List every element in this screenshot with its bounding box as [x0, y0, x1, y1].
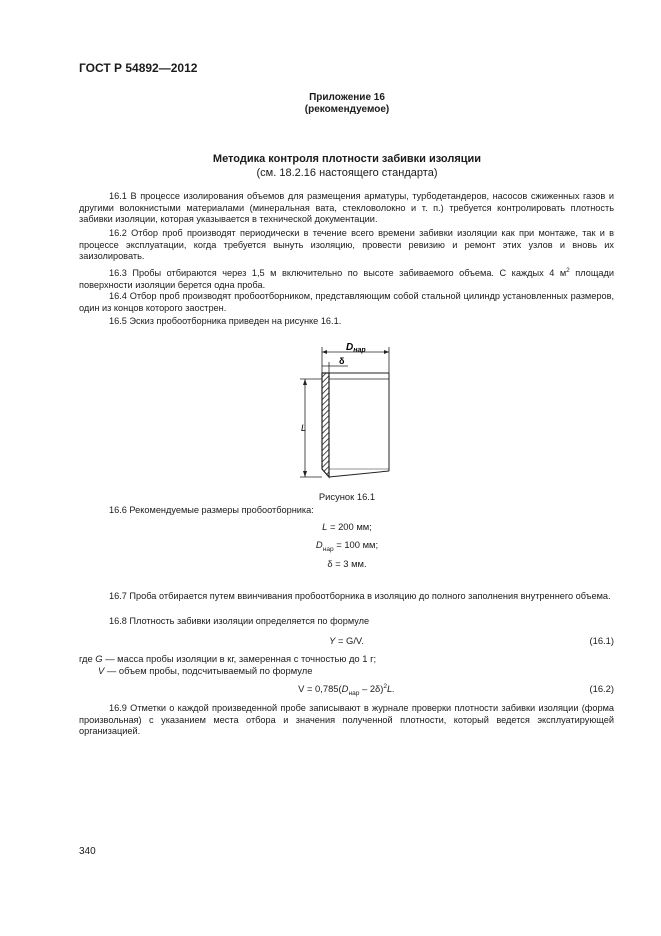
d-label: $D_{нар}$ [346, 342, 366, 354]
formula-16-2-number: (16.2) [589, 683, 614, 694]
paragraph-16-8: 16.8 Плотность забивки изоляции определяется по формуле [109, 616, 370, 626]
d-arrow-left [322, 350, 327, 354]
dimension-d: $D_{нар} = 100$ мм; [315, 539, 379, 553]
formula-16-1-number: (16.1) [589, 635, 614, 646]
section-title-text: Методика контроля плотности забивки изоляции [212, 153, 482, 165]
paragraph-16-2: 16.2 Отбор проб производят периодически в течение всего времени забивки изоляции как при монтаже, так и в процессе эксплуатации, когда требуется вынуть изоляцию, провести ревизию и ремонт этих узлов и вновь их заизолировать. [79, 228, 614, 262]
delta-label: δ [339, 356, 345, 366]
annex-title: Приложение 16 [309, 92, 385, 103]
cylinder-bottom-edge [329, 471, 389, 477]
paragraph-16-1: 16.1 В процессе изолирования объемов для размещения арматуры, турбодетандеров, насосов сжиженных газов и другими волокнистыми материалами (минеральная вата, стекловолокно и т. п.) требуется контролировать плотность забивки изоляции, которая указывается в технической документации. [79, 191, 614, 225]
page-number: 340 [79, 846, 96, 857]
dimension-l: L = 200 мм; [322, 521, 372, 532]
paragraph-16-3 [79, 265, 614, 291]
formula-16-1-body: Y = G/V. [329, 635, 364, 646]
dimension-delta: δ = 3 мм. [327, 558, 367, 569]
l-label: L [301, 423, 307, 433]
paragraph-16-3-sup: 2 [566, 267, 570, 274]
standard-header: ГОСТ Р 54892—2012 [79, 61, 198, 75]
paragraph-16-3-part1: 16.3 Пробы отбираются через 1,5 м включительно по высоте забиваемого объема. С каждых 4 м [109, 268, 567, 279]
cylinder-wall-section [322, 373, 329, 477]
paragraph-16-7: 16.7 Проба отбирается путем ввинчивания пробоотборника в изоляцию до полного заполнения внутреннего объема. [109, 591, 611, 601]
formula-16-2 [79, 683, 614, 697]
paragraph-16-5: 16.5 Эскиз пробоотборника приведен на рисунке 16.1. [109, 316, 342, 326]
paragraph-16-6: 16.6 Рекомендуемые размеры пробоотборника: [109, 505, 314, 515]
sampler-sketch [290, 335, 405, 490]
where-g: где G — масса пробы изоляции в кг, замеренная с точностью до 1 г; [79, 653, 377, 664]
annex-note: (рекомендуемое) [304, 104, 390, 115]
paragraph-16-9: 16.9 Отметки о каждой произведенной пробе записывают в журнале проверки плотности забивки изоляции (форма произвольная) с указанием места отбора и значения полученной плотности, который ведется эксплуатирующей организацией. [79, 703, 614, 737]
l-arrow-bottom [303, 471, 307, 477]
where-v: V — объем пробы, подсчитываемый по формуле [98, 665, 313, 676]
formula-16-2-body: $V = 0,785(D_{нар} - 2\delta)^2L$. [298, 683, 395, 697]
l-arrow-top [303, 379, 307, 385]
figure-caption: Рисунок 16.1 [318, 491, 376, 502]
section-title [0, 153, 661, 165]
formula-16-1 [79, 635, 614, 649]
d-arrow-right [384, 350, 389, 354]
paragraph-16-3-part2: площади поверхности изоляции берется одна проба. [79, 268, 614, 290]
section-subtitle: (см. 18.2.16 настоящего стандарта) [256, 167, 438, 179]
paragraph-16-4: 16.4 Отбор проб производят пробоотборником, представляющим собой стальной цилиндр установленных размеров, один из концов которого заострен. [79, 291, 614, 313]
